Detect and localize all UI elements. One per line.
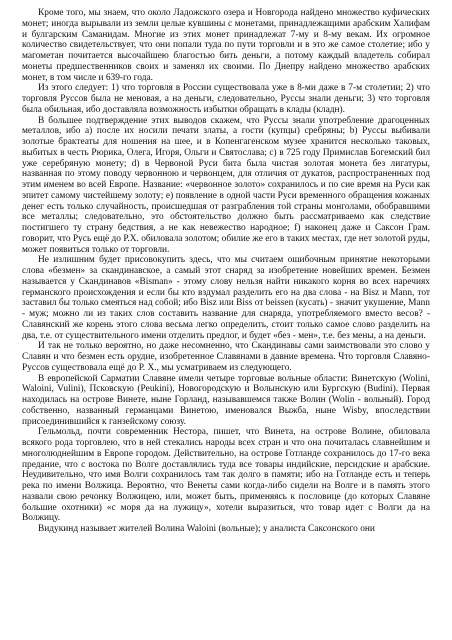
paragraph-trade-regions: В европейской Сарматии Славяне имели четыре торговые вольные области: Винетскую (Wolini, Waloini, Vulini), Псковскую (Peukini), Новогородскую и Волынскую или Бургскую (Budini). Первая находилась на острове Винете, ныне Горланд, называвшемся также Волин (Wolin - вольный). Город собственно, названный германцами Винетою, именовался Выжба, ныне Wisby, впоследствии присоединившийся к ганзейскому союзу. <box>22 373 430 427</box>
paragraph-kufic-coins: Кроме того, мы знаем, что около Ладожского озера и Новгорода найдено множество куфических монет; иногда вырывали из земли целые кувшины с монетами, принадлежащими арабским Халифам и булгарским Саманидам. Многие из этих монет принадлежат 7-му и 8-му векам. Их огромное количество свидетельствует, что они попали туда по пути торговли и в это же самое столетие; ибо у магометан почитается высочайшею благостью бить деньги, а потому каждый владетель собирал монеты предшественников своих и заменял их своими. По Днепру найдено множество арабских монет, в том числе и 639-го года. <box>22 8 430 83</box>
paragraph-slavic-invention: И так не только вероятно, но даже несомненно, что Скандинавы сами заимствовали это слово у Славян и что безмен есть орудие, изобретенное Славянами в давние времена. Что торговля Славяно-Руссов существовала ещё до Р. Х., мы усматриваем из следующего. <box>22 341 430 373</box>
paragraph-precious-metals: В большее подтверждение этих выводов скажем, что Руссы знали употребление драгоценных металлов, ибо а) после их носили печати златы, а гости (купцы) сребряны; b) Руссы выбивали золотые брактеаты для ношения на шее, и в Копенгагенском музее хранится несколько таковых, выбитых в честь Рюрика, Олега, Игоря, Ольги и Святослава; c) в 725 году Примислав Богемский бил уже серебряную монету; d) в Червоной Руси бита была чистая золотая монета без лигатуры, названная по этому поводу червонною и червонцем, для отличия от дукатов, распространенных под этим именем во всей Европе. Название: «червонное золото» сохранилось и по сие время на Руси как эпитет самому чистейшему золоту; e) появление в одной части Руси временного обращения кожаных денег есть только случайность, происшедшая от разграбления той страны монголами, обобравшими все металлы; следовательно, это обстоятельство должно быть рассматриваемо как следствие постигшего ту страну бедствия, а не как невежество народное; f) наконец даже и Саксон Грам. говорит, что Русь ещё до Р.Х. обиловала золотом; обилие же его в таких местах, где нет золотой руды, может появиться только от торговли. <box>22 115 430 255</box>
paragraph-widukind: Видукинд называет жителей Волина Waloini (вольные); у аналиста Саксонского они <box>38 524 375 534</box>
paragraph-conclusions: Из этого следует: 1) что торговля в России существовала уже в 8-ми даже в 7-м столетии; 2) что торговля Руссов была не меновая, а на деньги, следовательно, Руссы знали деньги; 3) что торговля была обильная, ибо доставляла возможность избытки обращать в клады (кладн). <box>22 83 430 115</box>
paragraph-bezmen: Не излишним будет присовокупить здесь, что мы считаем ошибочным принятие некоторыми слова «безмен» за скандинавское, а самый этот снаряд за изобретение новейших времен. Безмен называется у Скандинавов «Bisman» - этому слову нельзя найти никакого корня во всех наречиях германского происхождения и если бы кто вздумал разделить его на два слова - на Bisz и Mann, тот заставил бы только смеяться над собой; ибо Bisz или Biss от beissen (кусать) - значит укушение, Mann - муж; можно ли из таких слов составить название для снаряда, употребляемого вместо весов? - Славянский же корень этого слова весьма легко определить, стоит только самое слово разделить на два, т.е. от существительного имени отделить предлог, и будет «без - мен», т.е. без мены, а на деньги. <box>22 255 430 341</box>
paragraph-helmold-vineta: Гельмольд, почти современник Нестора, пишет, что Винета, на острове Волине, обиловала всякого рода торговлею, что в ней стекались народы всех стран и что она почиталась славнейшим и многолюднейшим в Европе городом. Действительно, на острове Готланде сохранилось до 17-го века предание, что с востока по Волге доставлялись туда все товары индийские, персидские и арабские. Неудивительно, что имя Волги сохранилось там так долго в памяти; ибо на Готланде есть и теперь река по имени Волжица. Вероятно, что Венеты сами когда-либо сидели на Волге и в память этого назвали свою речонку Волжицею, или, может быть, применяясь к пословице (до которых Славяне большие охотники) «с моря да на лужицу», хотели выразиться, что товар идет с Волги да на Волжицу. <box>22 427 430 524</box>
